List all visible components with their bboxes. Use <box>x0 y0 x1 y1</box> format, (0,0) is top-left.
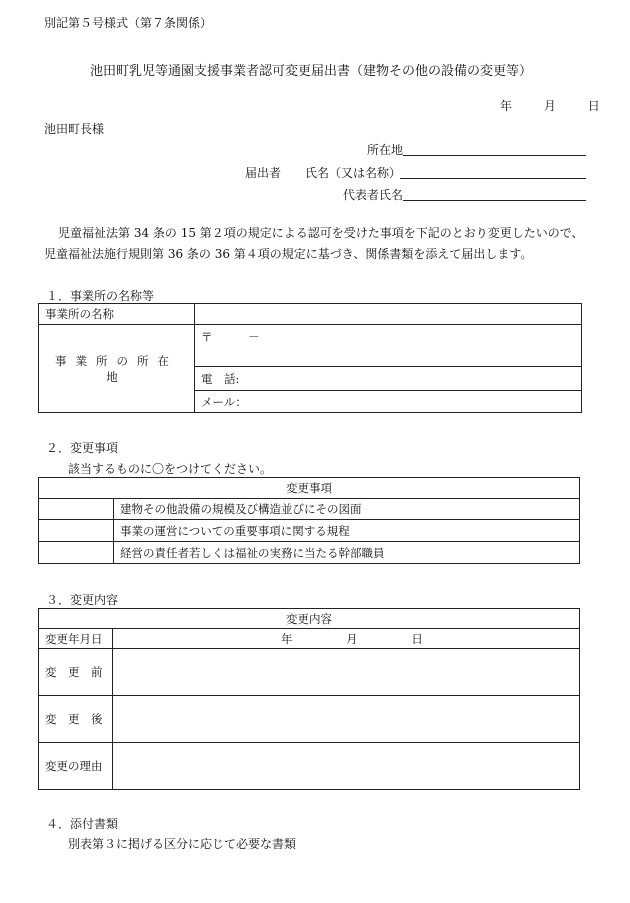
address-label: 所在地 <box>367 143 404 157</box>
change-date-label: 変更年月日 <box>39 629 113 649</box>
change-details-header: 変更内容 <box>39 609 580 629</box>
section2-heading: ２．変更事項 <box>46 441 119 455</box>
change-date-day: 日 <box>411 631 423 646</box>
postal-cell[interactable] <box>195 325 582 367</box>
representative-line[interactable] <box>403 200 586 201</box>
change-date-cell[interactable] <box>113 629 580 649</box>
change-details-table <box>38 608 580 790</box>
change-item-2: 事業の運営についての重要事項に関する規程 <box>114 520 580 542</box>
submitter-label: 届出者 <box>245 166 282 180</box>
name-line[interactable] <box>400 178 586 179</box>
change-item-mark-cell[interactable] <box>39 499 114 520</box>
facility-name-label: 事業所の名称 <box>39 304 195 325</box>
email-cell[interactable] <box>195 391 582 413</box>
change-item-1: 建物その他設備の規模及び構造並びにその図面 <box>114 499 580 520</box>
change-items-table <box>38 477 580 564</box>
change-date-month: 月 <box>346 631 358 646</box>
section4-heading: ４．添付書類 <box>46 817 119 831</box>
change-items-header: 変更事項 <box>39 478 580 499</box>
section2-note: 該当するものに〇をつけてください。 <box>68 462 273 476</box>
facility-name-cell[interactable] <box>195 304 582 325</box>
postal-mark: 〒 <box>201 330 213 344</box>
reason-cell[interactable] <box>113 743 580 790</box>
after-label: 変 更 後 <box>39 696 113 743</box>
before-cell[interactable] <box>113 649 580 696</box>
after-cell[interactable] <box>113 696 580 743</box>
form-reference: 別記第５号様式（第７条関係） <box>44 16 213 30</box>
body-line-2: 児童福祉法施行規則第 36 条の 36 第４項の規定に基づき、関係書類を添えて届出します。 <box>44 247 533 261</box>
date-field <box>500 97 600 114</box>
date-day: 日 <box>587 99 600 113</box>
change-item-mark-cell[interactable] <box>39 542 114 564</box>
section3-heading: ３．変更内容 <box>46 593 119 607</box>
before-label: 変 更 前 <box>39 649 113 696</box>
section1-heading: １．事業所の名称等 <box>46 289 155 303</box>
phone-label: 電 話: <box>201 371 240 386</box>
name-label: 氏名（又は名称） <box>305 166 402 180</box>
facility-table <box>38 303 582 413</box>
address-line[interactable] <box>403 155 586 156</box>
addressee: 池田町長様 <box>44 122 105 136</box>
date-month: 月 <box>543 99 556 113</box>
section4-text: 別表第３に掲げる区分に応じて必要な書類 <box>68 837 297 851</box>
change-date-year: 年 <box>281 631 293 646</box>
body-line-1: 児童福祉法第 34 条の 15 第２項の規定による認可を受けた事項を下記のとおり変更したいので、 <box>58 226 584 240</box>
representative-label: 代表者氏名 <box>343 188 404 202</box>
document-title: 池田町乳児等通園支援事業者認可変更届出書（建物その他の設備の変更等） <box>90 64 533 79</box>
facility-address-label: 事業所の所在地 <box>55 353 178 384</box>
email-label: メール： <box>201 394 247 409</box>
change-item-3: 経営の責任者若しくは福祉の実務に当たる幹部職員 <box>114 542 580 564</box>
postal-dash: － <box>248 330 260 344</box>
facility-address-label-cell <box>39 325 195 413</box>
reason-label: 変更の理由 <box>39 743 113 790</box>
date-year: 年 <box>500 99 513 113</box>
change-item-mark-cell[interactable] <box>39 520 114 542</box>
phone-cell[interactable] <box>195 367 582 391</box>
